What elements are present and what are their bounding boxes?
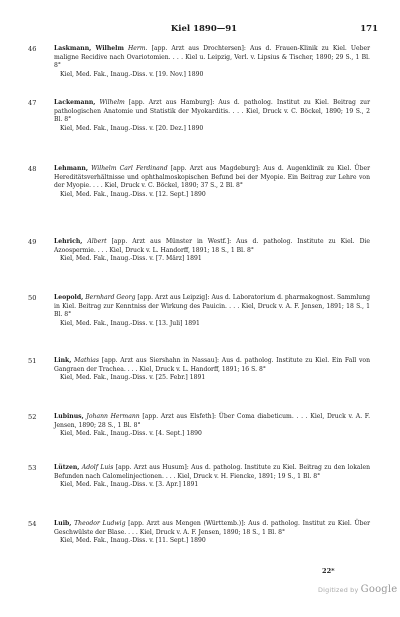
- entry-number: 46: [28, 45, 37, 53]
- running-header: [30, 24, 378, 38]
- author-name: Lützen,: [54, 464, 80, 471]
- entry-text: [54, 520, 370, 537]
- entry-description: [app. Arzt aus Elsfeth]: Über Coma diabeticum. . . . Kiel, Druck v. A. F. Jensen, 1890; 28 S., 1 Bl. 8°: [54, 413, 371, 429]
- entry-text: [54, 357, 370, 374]
- author-name: Lehmann,: [54, 165, 88, 172]
- entry-number: 53: [28, 464, 37, 472]
- author-name: Luib,: [54, 520, 72, 527]
- author-name: Lubinus,: [54, 413, 84, 420]
- author-given-name: Herm.: [127, 45, 148, 52]
- list-item: [28, 294, 371, 328]
- author-given-name: Wilhelm: [99, 99, 125, 106]
- entry-number: 47: [28, 99, 37, 107]
- list-item: [28, 520, 371, 546]
- entry-number: 54: [28, 520, 37, 528]
- running-title: Kiel 1890—91: [170, 24, 238, 34]
- entry-text: [54, 99, 370, 125]
- entry-text: [54, 45, 370, 71]
- author-given-name: Mathias: [74, 357, 100, 364]
- digitization-watermark: [318, 584, 397, 595]
- author-name: Lackemann,: [54, 99, 96, 106]
- entry-description: [app. Arzt aus Hamburg]: Aus d. patholog. Institut zu Kiel. Beitrag zur pathologischen Anatomie und Statistik der Myokarditis. . . . Kiel, Druck v. C. Böckel, 1890; 19 S., 2 Bl. 8°: [54, 99, 371, 124]
- author-given-name: Adolf Luis: [81, 464, 114, 471]
- entry-publication: Kiel, Med. Fak., Inaug.-Diss. v. [20. Dez.] 1890: [60, 124, 204, 132]
- author-given-name: Johann Hermann: [86, 413, 140, 420]
- entry-description: [app. Arzt aus Leipzig]: Aus d. Laboratorium d. pharmakognost. Sammlung in Kiel. Beitrag zur Kenntniss der Wirkung des Pauicin. . . . Kiel, Druck v. A. F. Jensen, 1891; 18 S., 1 Bl. 8°: [54, 294, 371, 319]
- entry-publication: Kiel, Med. Fak., Inaug.-Diss. v. [3. Apr.] 1891: [60, 481, 199, 489]
- author-name: Laskmann, Wilhelm: [54, 45, 124, 52]
- entry-text: [54, 464, 370, 481]
- entry-text: [54, 294, 370, 320]
- entry-description: [app. Arzt aus Husum]: Aus d. patholog. Institute zu Kiel. Beitrag zu den lokalen Befunden nach Calomelinjectionen. . . . Kiel, Druck v. H. Fiencke, 1891; 19 S., 1 Bl. 8°: [54, 464, 371, 480]
- entry-text: [54, 165, 370, 191]
- author-name: Link,: [54, 357, 72, 364]
- list-item: [28, 357, 371, 383]
- author-given-name: Theodor Ludwig: [74, 520, 126, 527]
- list-item: [28, 238, 371, 264]
- list-item: [28, 464, 371, 490]
- entry-number: 48: [28, 165, 37, 173]
- list-item: [28, 165, 370, 199]
- watermark-brand: Google: [360, 584, 398, 595]
- entry-publication: Kiel, Med. Fak., Inaug.-Diss. v. [19. Nov.] 1890: [60, 70, 204, 78]
- list-item: [28, 45, 371, 79]
- author-given-name: Wilhelm Carl Ferdinand: [91, 165, 168, 172]
- signature-mark: 22*: [322, 567, 335, 575]
- entry-publication: Kiel, Med. Fak., Inaug.-Diss. v. [13. Juli] 1891: [60, 319, 200, 327]
- watermark-prefix: Digitized by: [318, 586, 359, 594]
- entry-description: [app. Arzt aus Drochtersen]: Aus d. Frauen-Klinik zu Kiel. Ueber maligne Recidive nach Ovariotomien. . . . Kiel u. Leipzig, Verl. v. Lipsius & Tischer, 1890; 29 S., 1 Bl. 8°: [54, 45, 371, 70]
- entry-number: 49: [28, 238, 37, 246]
- list-item: [28, 99, 371, 133]
- entry-number: 51: [28, 357, 37, 365]
- page-number: 171: [360, 24, 378, 34]
- author-name: Leopold,: [54, 294, 84, 301]
- entry-number: 52: [28, 413, 37, 421]
- list-item: [28, 413, 371, 439]
- entry-description: [app. Arzt aus Siershahn in Nassau]: Aus d. patholog. Institute zu Kiel. Ein Fall von Gangraen der Trachea. . . . Kiel, Druck v. L. Handorff, 1891; 16 S. 8°: [54, 357, 371, 373]
- author-given-name: Bernhard Georg: [85, 294, 136, 301]
- entry-publication: Kiel, Med. Fak., Inaug.-Diss. v. [7. März] 1891: [60, 255, 202, 263]
- entry-text: [54, 238, 370, 255]
- entry-number: 50: [28, 294, 37, 302]
- entry-publication: Kiel, Med. Fak., Inaug.-Diss. v. [4. Sept.] 1890: [60, 430, 202, 438]
- entry-text: [54, 413, 370, 430]
- entry-description: [app. Arzt aus Magdeburg]: Aus d. Augenklinik zu Kiel. Über Hereditätsverhältnisse und ophthalmoskopischen Befund bei der Myopie. Ein Beitrag zur Lehre von der Myopie. . . . Kiel, Druck v. C. Böckel, 1890; 37 S., 2 Bl. 8°: [54, 165, 370, 190]
- author-name: Lehrich,: [54, 238, 83, 245]
- entry-description: [app. Arzt aus Mengen (Württemb.)]: Aus d. patholog. Institut zu Kiel. Über Geschwülste der Blase. . . . Kiel, Druck v. A. F. Jensen, 1890; 18 S., 1 Bl. 8°: [54, 520, 371, 536]
- entry-description: [app. Arzt aus Münster in Westf.]: Aus d. patholog. Institute zu Kiel. Die Azoospermie. . . . Kiel, Druck v. L. Handorff, 1891; 18 S., 1 Bl. 8°: [54, 238, 371, 254]
- author-given-name: Albert: [87, 238, 107, 245]
- entry-publication: Kiel, Med. Fak., Inaug.-Diss. v. [11. Sept.] 1890: [60, 537, 206, 545]
- entry-publication: Kiel, Med. Fak., Inaug.-Diss. v. [25. Febr.] 1891: [60, 374, 206, 382]
- entry-publication: Kiel, Med. Fak., Inaug.-Diss. v. [12. Sept.] 1890: [60, 190, 206, 198]
